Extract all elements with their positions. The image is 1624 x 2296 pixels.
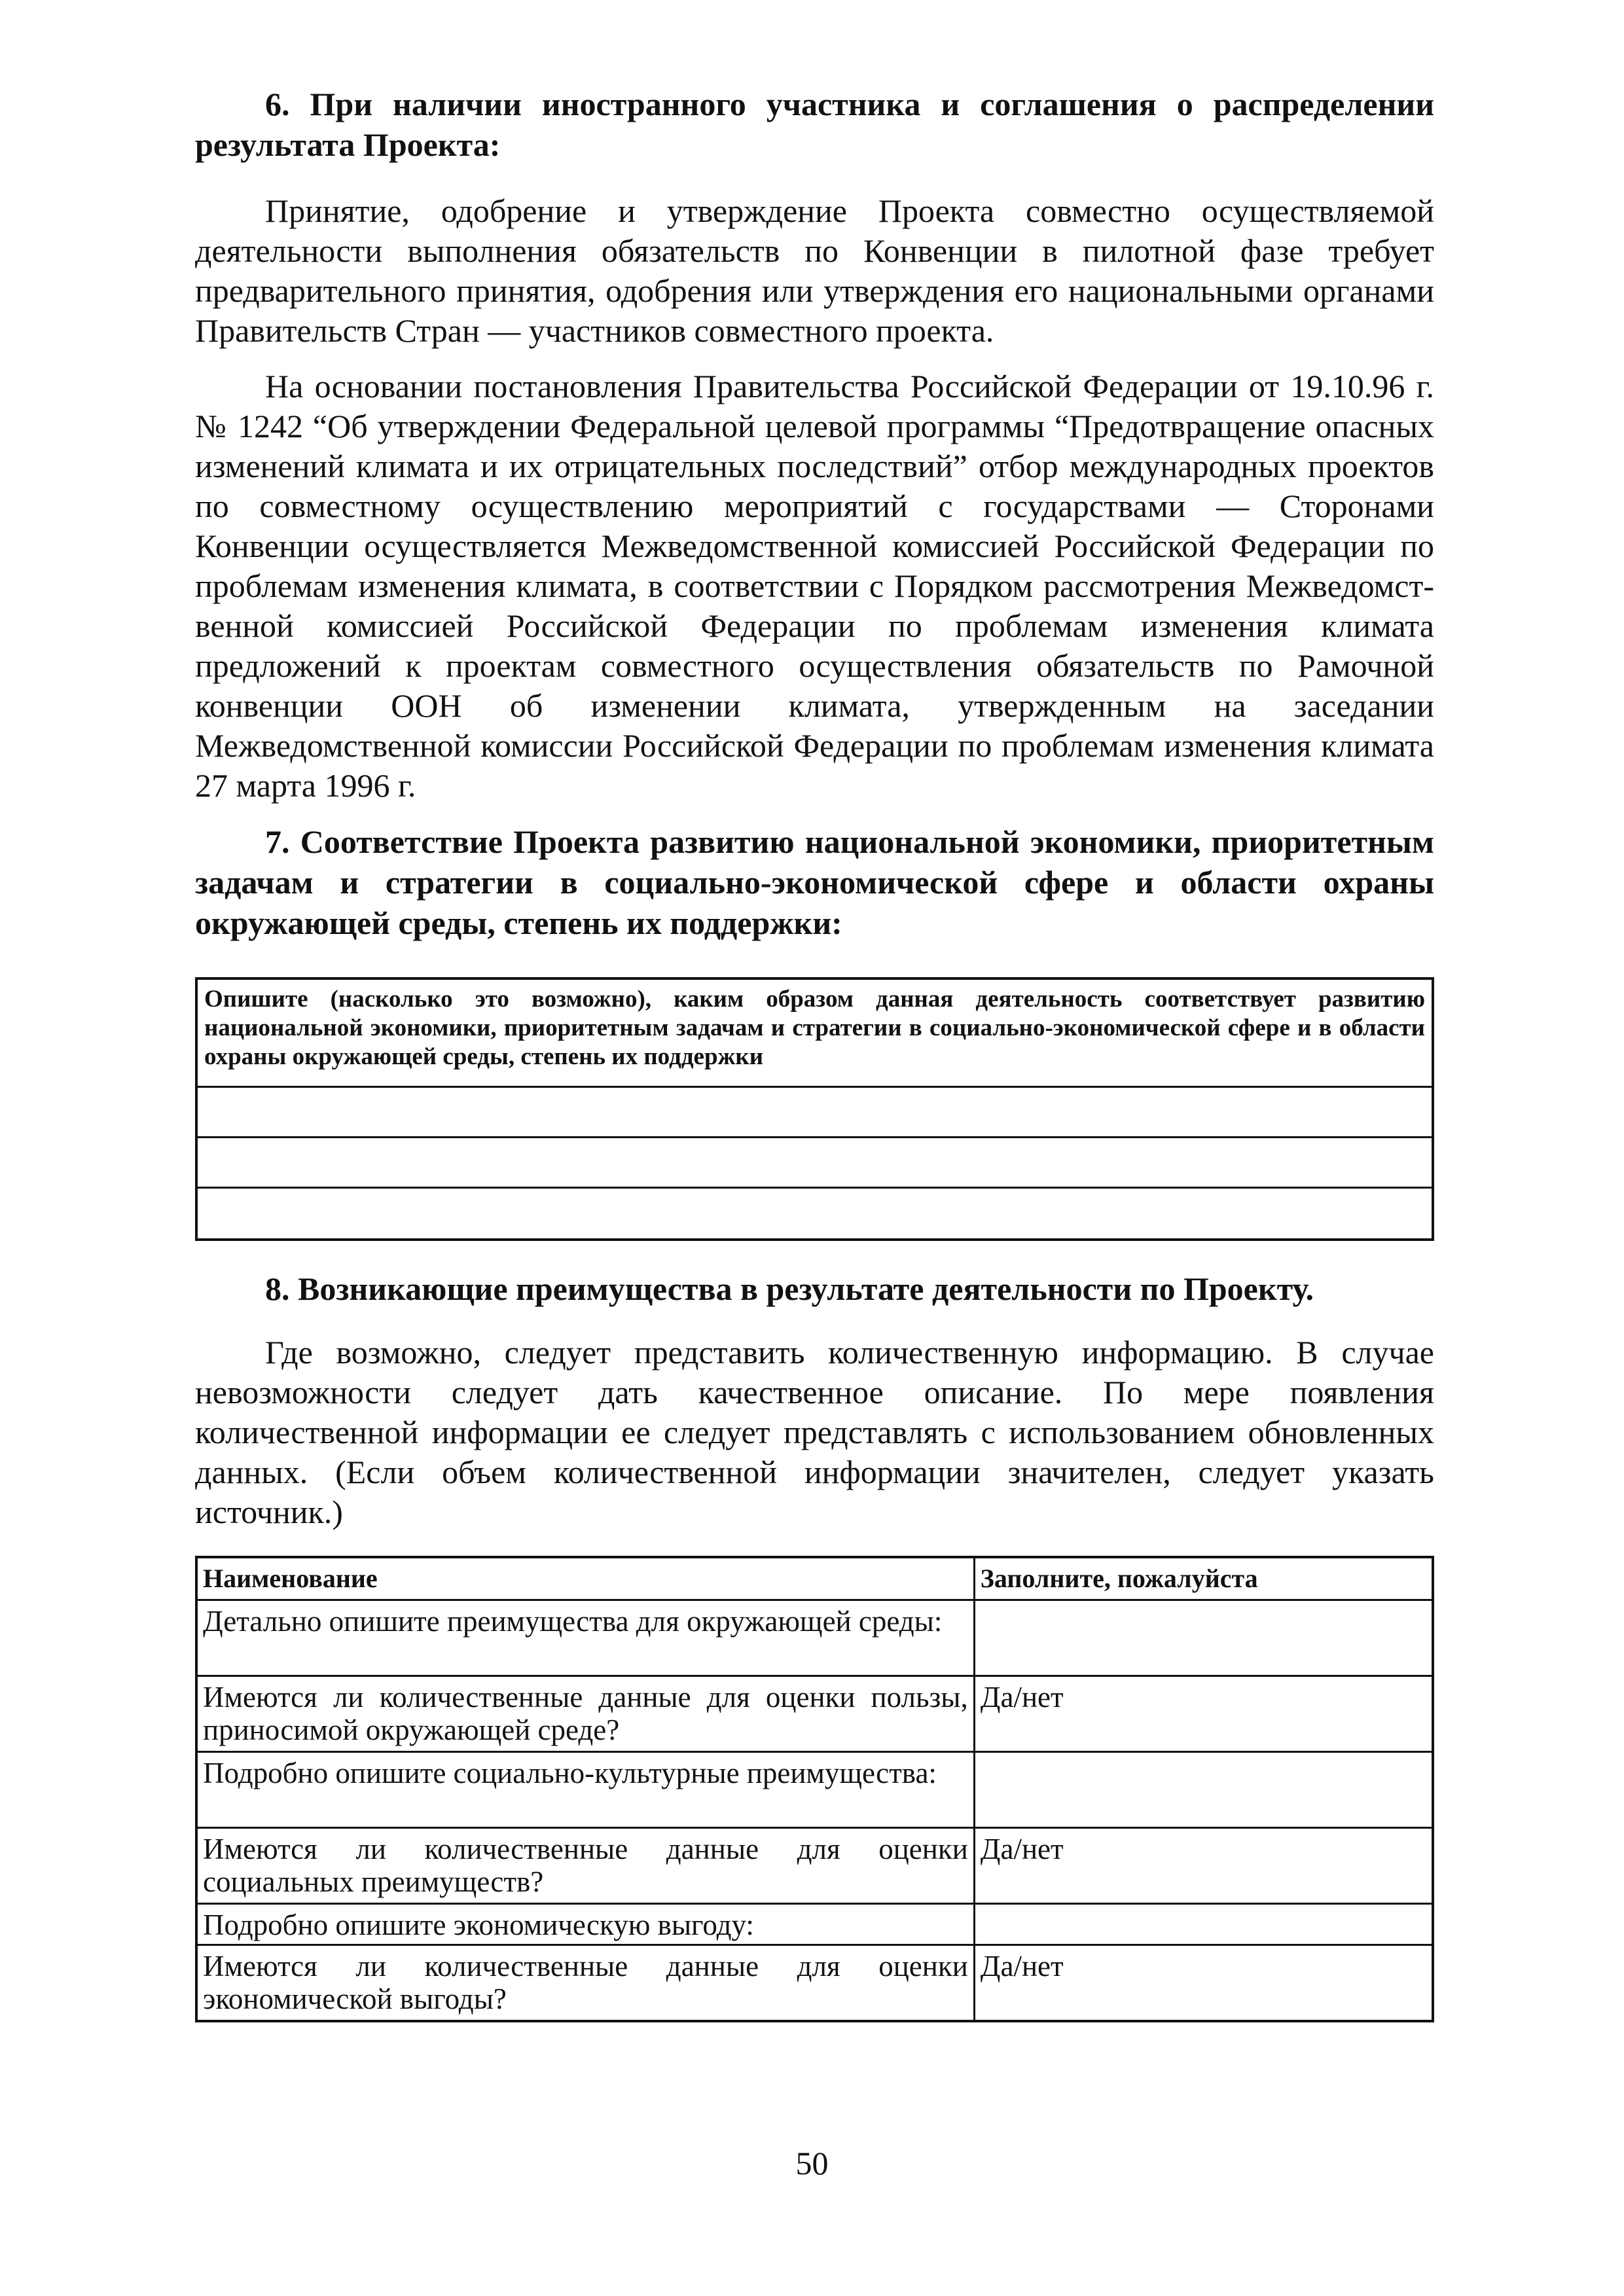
table-row-value[interactable] (974, 1904, 1433, 1945)
section-7-box-header: Опишите (насколько это возможно), каким образом данная деятельность соответствует развитию национальной экономики, приоритетным задачам и стратегии в социально-экономической сфере и в области охраны окружающей среды, степень их поддержки (198, 980, 1432, 1088)
section-7-answer-line-3[interactable] (198, 1189, 1432, 1238)
table-row-label: Имеются ли количественные данные для оценки социальных преимуществ? (196, 1828, 974, 1904)
section-7-form-box (195, 977, 1434, 1241)
table-header-row (196, 1557, 1433, 1600)
table-row-value[interactable] (974, 1752, 1433, 1828)
section-6-paragraph-2: На основании постановления Правительства Российской Федерации от 19.10.96 г. № 1242 “Об утверждении Федеральной целевой программы “Предотвращение опасных изменений климата и их отрицательных последствий” отбор международных проектов по совместному осуществлению мероприятий с государствами — Сторонами Конвенции осуществляется Межведомственной комиссией Российской Федерации по проблемам изменения климата, в соответствии с Порядком рассмотрения Межведомственной комиссией Российской Федерации по проблемам изменения климата предложений к проектам совместного осуществления обязательств по Рамочной конвенции ООН об изменении климата, утвержденным на заседании Межведомственной комиссии Российской Федерации по проблемам изменения климата 27 марта 1996 г. (195, 368, 1434, 804)
section-6-heading: 6. При наличии иностранного участника и соглашения о распределении результата Проекта: (195, 86, 1434, 163)
table-row-value[interactable]: Да/нет (974, 1828, 1433, 1904)
benefits-table (195, 1556, 1434, 2022)
section-7-answer-line-2[interactable] (198, 1138, 1432, 1189)
table-header-fill: Заполните, пожалуйста (974, 1557, 1433, 1600)
table-row-value[interactable]: Да/нет (974, 1676, 1433, 1752)
section-8-heading: 8. Возникающие преимущества в результате деятельности по Проекту. (265, 1270, 1314, 1307)
table-row-label: Подробно опишите социально-культурные преимущества: (196, 1752, 974, 1828)
section-6-paragraph-1: Принятие, одобрение и утверждение Проекта совместно осуществляемой деятельности выполнения обязательств по Конвенции в пилотной фазе требует предварительного принятия, одобрения или утверждения его национальными органами Правительств Стран — участников совместного проекта. (195, 192, 1434, 349)
table-row (196, 1945, 1433, 2021)
table-row (196, 1676, 1433, 1752)
section-8-paragraph: Где возможно, следует представить количественную информацию. В случае невозможности следует дать качественное описание. По мере появления количественной информации ее следует представлять с использованием обновленных данных. (Если объем количественной информации значителен, следует указать источник.) (195, 1334, 1434, 1530)
document-page (195, 84, 1434, 2022)
page-number: 50 (795, 2145, 829, 2181)
section-7-answer-line-1[interactable] (198, 1088, 1432, 1138)
table-row-value[interactable]: Да/нет (974, 1945, 1433, 2021)
table-row-label: Подробно опишите экономическую выгоду: (196, 1904, 974, 1945)
table-row-value[interactable] (974, 1600, 1433, 1676)
section-7-heading: 7. Соответствие Проекта развитию национальной экономики, приоритетным задачам и стратегии в социально-экономической сфере и области охраны окружающей среды, степень их поддержки: (195, 823, 1434, 941)
table-row (196, 1904, 1433, 1945)
table-row (196, 1828, 1433, 1904)
table-row-label: Имеются ли количественные данные для оценки пользы, приносимой окружающей среде? (196, 1676, 974, 1752)
table-header-name: Наименование (196, 1557, 974, 1600)
table-row-label: Имеются ли количественные данные для оценки экономической выгоды? (196, 1945, 974, 2021)
table-row (196, 1752, 1433, 1828)
table-row (196, 1600, 1433, 1676)
table-row-label: Детально опишите преимущества для окружающей среды: (196, 1600, 974, 1676)
